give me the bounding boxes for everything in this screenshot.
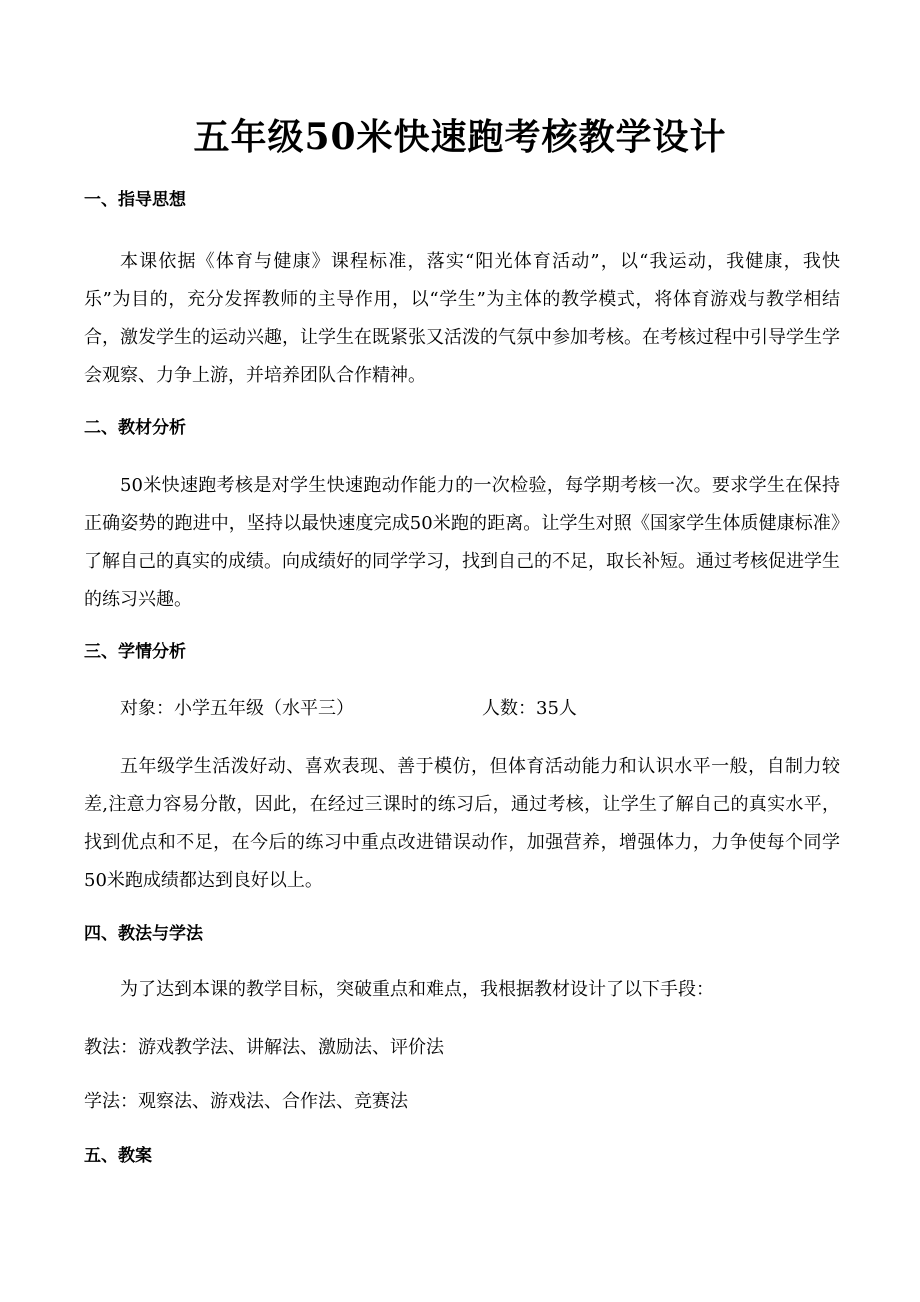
section-paragraph-guiding-thought: 本课依据《体育与健康》课程标准，落实“阳光体育活动”，以“我运动，我健康，我快乐”为目的，充分发挥教师的主导作用，以“学生”为主体的教学模式，将体育游戏与教学相结合，激发学生的运动兴趣，让学生在既紧张又活泼的气氛中参加考核。在考核过程中引导学生学会观察、力争上游，并培养团队合作精神。 bbox=[84, 251, 840, 386]
section-paragraph-student-analysis: 五年级学生活泼好动、喜欢表现、善于模仿，但体育活动能力和认识水平一般，自制力较差,注意力容易分散，因此，在经过三课时的练习后，通过考核，让学生了解自己的真实水平，找到优点和不足，在今后的练习中重点改进错误动作，加强营养，增强体力，力争使每个同学50米跑成绩都达到良好以上。 bbox=[84, 756, 840, 891]
student-count-label: 人数：35人 bbox=[482, 698, 577, 719]
section-heading-material-analysis: 二、教材分析 bbox=[84, 418, 186, 438]
section-heading-guiding-thought: 一、指导思想 bbox=[84, 190, 186, 210]
teaching-methods-line: 教法：游戏教学法、讲解法、激励法、评价法 bbox=[84, 1037, 444, 1058]
section-paragraph-material-analysis: 50米快速跑考核是对学生快速跑动作能力的一次检验，每学期考核一次。要求学生在保持正确姿势的跑进中，坚持以最快速度完成50米跑的距离。让学生对照《国家学生体质健康标准》了解自己的真实的成绩。向成绩好的同学学习，找到自己的不足，取长补短。通过考核促进学生的练习兴趣。 bbox=[84, 475, 840, 610]
section-heading-methods: 四、教法与学法 bbox=[84, 924, 203, 944]
methods-intro: 为了达到本课的教学目标，突破重点和难点，我根据教材设计了以下手段： bbox=[120, 979, 714, 1000]
section-heading-lesson-plan: 五、教案 bbox=[84, 1146, 152, 1166]
learning-methods-line: 学法：观察法、游戏法、合作法、竞赛法 bbox=[84, 1091, 408, 1112]
target-students-label: 对象：小学五年级（水平三） bbox=[120, 698, 354, 719]
document-title: 五年级50米快速跑考核教学设计 bbox=[193, 116, 727, 158]
section-heading-student-analysis: 三、学情分析 bbox=[84, 642, 186, 662]
